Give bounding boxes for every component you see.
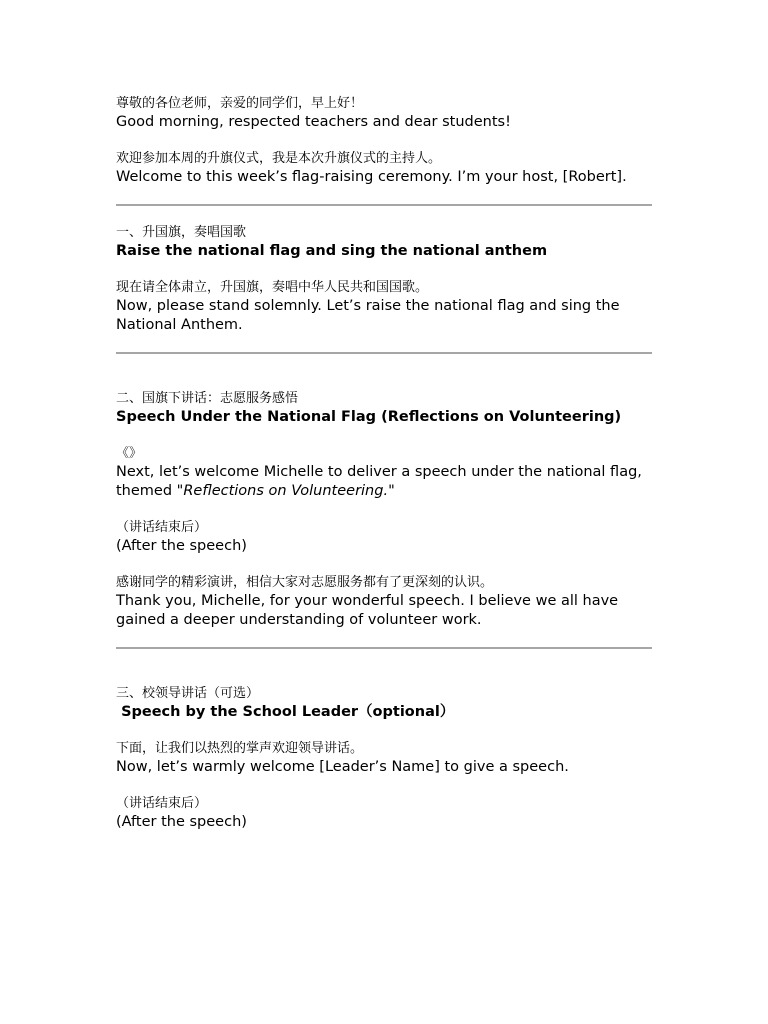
section-divider xyxy=(116,352,652,354)
greeting-zh: 尊敬的各位老师，亲爱的同学们，早上好！ xyxy=(116,96,364,111)
speech-intro-pre: Next, let’s welcome Michelle to deliver a speech under the national flag, themed " xyxy=(116,464,647,499)
leader-after-block xyxy=(116,794,652,832)
after-speech-zh: （讲话结束后） xyxy=(116,520,208,535)
thanks-block xyxy=(116,573,652,630)
section-speech xyxy=(116,389,652,630)
leader-heading-zh: 三、校领导讲话（可选） xyxy=(116,686,260,701)
speech-heading-block xyxy=(116,389,652,427)
speech-intro-en xyxy=(116,463,652,501)
speech-heading-zh: 二、国旗下讲话：志愿服务感悟 xyxy=(116,391,299,406)
section-opening xyxy=(116,94,652,187)
leader-welcome-zh: 下面，让我们以热烈的掌声欢迎领导讲话。 xyxy=(116,741,364,756)
speech-intro-block xyxy=(116,444,652,501)
speech-intro-post: " xyxy=(388,483,395,499)
flag-instruction-block xyxy=(116,278,652,335)
after-speech-en: (After the speech) xyxy=(116,538,247,554)
speech-heading-en: Speech Under the National Flag (Reflections on Volunteering) xyxy=(116,409,622,425)
document-page xyxy=(116,94,652,849)
leader-welcome-en: Now, let’s warmly welcome [Leader’s Name] to give a speech. xyxy=(116,759,569,775)
thanks-en: Thank you, Michelle, for your wonderful speech. I believe we all have gained a deeper understanding of volunteer work. xyxy=(116,593,623,628)
leader-welcome-block xyxy=(116,739,652,777)
speech-intro-zh: 《》 xyxy=(116,446,143,461)
leader-after-zh: （讲话结束后） xyxy=(116,796,208,811)
after-speech-block xyxy=(116,518,652,556)
welcome-en: Welcome to this week’s flag-raising ceremony. I’m your host, [Robert]. xyxy=(116,169,627,185)
section-flag-raising xyxy=(116,223,652,335)
leader-after-en: (After the speech) xyxy=(116,814,247,830)
leader-heading-en: Speech by the School Leader（optional） xyxy=(116,704,455,720)
flag-instruction-zh: 现在请全体肃立，升国旗，奏唱中华人民共和国国歌。 xyxy=(116,280,429,295)
speech-theme: Reflections on Volunteering. xyxy=(183,483,389,499)
flag-instruction-en: Now, please stand solemnly. Let’s raise the national flag and sing the National Anthem. xyxy=(116,298,625,333)
thanks-zh: 感谢同学的精彩演讲，相信大家对志愿服务都有了更深刻的认识。 xyxy=(116,575,494,590)
greeting-en: Good morning, respected teachers and dear students! xyxy=(116,114,511,130)
section-divider xyxy=(116,204,652,206)
flag-heading-en: Raise the national flag and sing the national anthem xyxy=(116,243,548,259)
section-leader-speech xyxy=(116,684,652,832)
section-divider xyxy=(116,647,652,649)
greeting-block xyxy=(116,94,652,132)
leader-heading-block xyxy=(116,684,652,722)
flag-heading-zh: 一、升国旗，奏唱国歌 xyxy=(116,225,247,240)
welcome-block xyxy=(116,149,652,187)
flag-heading-block xyxy=(116,223,652,261)
welcome-zh: 欢迎参加本周的升旗仪式，我是本次升旗仪式的主持人。 xyxy=(116,151,442,166)
